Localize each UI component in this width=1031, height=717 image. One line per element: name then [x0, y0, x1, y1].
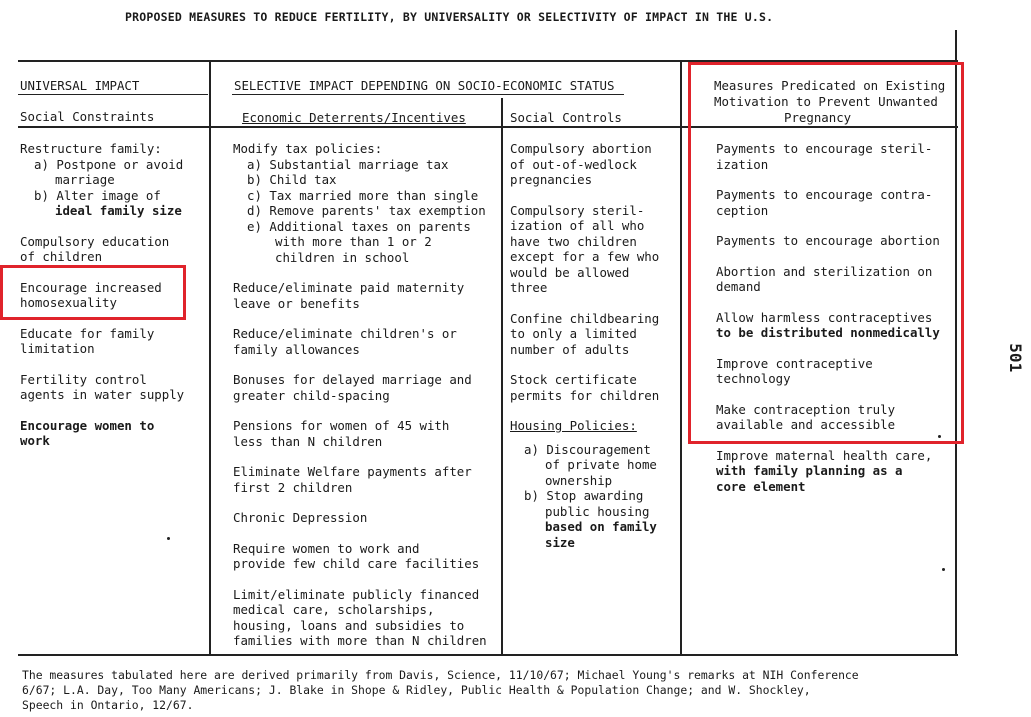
list-item: agents in water supply [20, 387, 185, 402]
list-item: greater child-spacing [233, 387, 390, 403]
list-item: Compulsory education [20, 233, 170, 249]
list-item: Payments to encourage contra- [716, 187, 933, 202]
table-title: PROPOSED MEASURES TO REDUCE FERTILITY, BY UNIVERSALITY OR SELECTIVITY OF IMPACT IN THE U.S. [125, 10, 774, 24]
list-item: three [510, 280, 548, 295]
list-item: ideal family size [55, 203, 182, 218]
list-item: less than N children [233, 433, 383, 449]
col-divider-3 [680, 60, 682, 655]
header-rule-universal [18, 94, 208, 95]
list-item: Educate for family [20, 325, 155, 341]
list-item: pregnancies [510, 172, 593, 187]
list-item: d) Remove parents' tax exemption [247, 203, 486, 218]
list-item: family allowances [233, 341, 360, 357]
list-item: housing, loans and subsidies to [233, 617, 465, 633]
list-item: of out-of-wedlock [510, 156, 637, 172]
bottom-rule [18, 654, 958, 656]
footnote-line: 6/67; L.A. Day, Too Many Americans; J. Blake in Shope & Ridley, Public Health & Population Change; and W. Shockley, [22, 683, 811, 697]
list-item: limitation [20, 341, 95, 356]
list-item: Restructure family: [20, 141, 162, 156]
source-footnote [22, 668, 972, 713]
list-item: provide few child care facilities [233, 556, 480, 571]
list-item: homosexuality [20, 295, 117, 310]
scan-speck [942, 568, 945, 571]
list-item: number of adults [510, 341, 630, 357]
list-item: Fertility control [20, 371, 147, 387]
list-item: children in school [275, 249, 410, 265]
scan-speck [938, 435, 941, 438]
list-item: Improve maternal health care, [716, 447, 933, 463]
list-item: leave or benefits [233, 295, 360, 311]
list-item: Confine childbearing [510, 310, 660, 326]
list-item: Encourage women to [20, 417, 155, 433]
col-divider-2 [501, 98, 503, 655]
list-item: of children [20, 249, 103, 264]
list-item: Limit/eliminate publicly financed [233, 586, 480, 602]
list-item: first 2 children [233, 479, 353, 495]
list-item: Require women to work and [233, 540, 420, 556]
list-item: Eliminate Welfare payments after [233, 464, 472, 479]
list-item: Housing Policies: [510, 418, 637, 433]
header-selective: SELECTIVE IMPACT DEPENDING ON SOCIO-ECONOMIC STATUS [234, 78, 615, 93]
list-item: technology [716, 371, 791, 386]
column-social-controls [510, 141, 678, 565]
list-item: Payments to encourage steril- [716, 141, 933, 156]
footnote-line: The measures tabulated here are derived primarily from Davis, Science, 11/10/67; Michael Young's remarks at NIH Conference [22, 668, 859, 682]
list-item: medical care, scholarships, [233, 602, 435, 617]
list-item: Chronic Depression [233, 510, 368, 525]
list-item: available and accessible [716, 417, 896, 432]
highlight-box-measures [688, 62, 964, 444]
page-number: 501 [1006, 343, 1026, 373]
list-item: have two children [510, 233, 637, 249]
list-item: families with more than N children [233, 633, 487, 648]
header-rule-selective [232, 94, 624, 95]
list-item: ization [716, 156, 769, 172]
scan-speck [167, 537, 170, 540]
list-item: ownership [545, 472, 613, 488]
list-item: public housing [545, 503, 650, 519]
list-item: Stock certificate [510, 372, 637, 387]
list-item: with family planning as a [716, 463, 903, 478]
header-economic: Economic Deterrents/Incentives [242, 110, 466, 125]
footnote-line: Speech in Ontario, 12/67. [22, 698, 194, 712]
list-item: except for a few who [510, 249, 660, 264]
list-item: marriage [55, 172, 115, 187]
list-item: Modify tax policies: [233, 141, 383, 156]
list-item: Encourage increased [20, 279, 162, 295]
list-item: b) Child tax [247, 172, 337, 187]
list-item: would be allowed [510, 264, 630, 280]
list-item: Bonuses for delayed marriage and [233, 372, 472, 387]
header-measures-line3: Pregnancy [784, 110, 852, 125]
list-item: size [545, 534, 575, 550]
list-item: Reduce/eliminate paid maternity [233, 280, 465, 295]
list-item: Abortion and sterilization on [716, 263, 933, 279]
list-item: Compulsory steril- [510, 202, 645, 218]
list-item: with more than 1 or 2 [275, 234, 432, 249]
list-item: Pensions for women of 45 with [233, 418, 450, 433]
list-item: a) Postpone or avoid [34, 156, 184, 172]
list-item: a) Substantial marriage tax [247, 156, 449, 172]
highlight-box-homosexuality [0, 265, 186, 320]
list-item: Payments to encourage abortion [716, 233, 940, 248]
list-item: demand [716, 279, 761, 294]
header-universal: UNIVERSAL IMPACT [20, 78, 140, 93]
list-item: Reduce/eliminate children's or [233, 326, 457, 341]
list-item: Compulsory abortion [510, 141, 652, 156]
column-economic [233, 141, 498, 649]
list-item: to be distributed nonmedically [716, 325, 940, 340]
header-social-controls: Social Controls [510, 110, 622, 125]
list-item: ization of all who [510, 218, 645, 233]
list-item: work [20, 433, 50, 448]
list-item: b) Alter image of [34, 187, 161, 203]
list-item: Make contraception truly [716, 401, 896, 417]
list-item: ception [716, 202, 769, 218]
list-item: to only a limited [510, 326, 637, 341]
list-item: core element [716, 478, 806, 494]
list-item: c) Tax married more than single [247, 187, 479, 203]
list-item: b) Stop awarding [524, 488, 644, 503]
list-item: permits for children [510, 387, 660, 403]
header-measures-line1: Measures Predicated on Existing [714, 78, 946, 93]
header-measures-line2: Motivation to Prevent Unwanted [714, 94, 938, 109]
list-item: Improve contraceptive [716, 355, 873, 371]
list-item: e) Additional taxes on parents [247, 218, 471, 234]
list-item: a) Discouragement [524, 441, 651, 457]
header-social-constraints: Social Constraints [20, 109, 155, 124]
list-item: of private home [545, 457, 657, 472]
list-item: based on family [545, 519, 657, 534]
list-item: Allow harmless contraceptives [716, 309, 933, 325]
col-divider-1 [209, 60, 211, 655]
